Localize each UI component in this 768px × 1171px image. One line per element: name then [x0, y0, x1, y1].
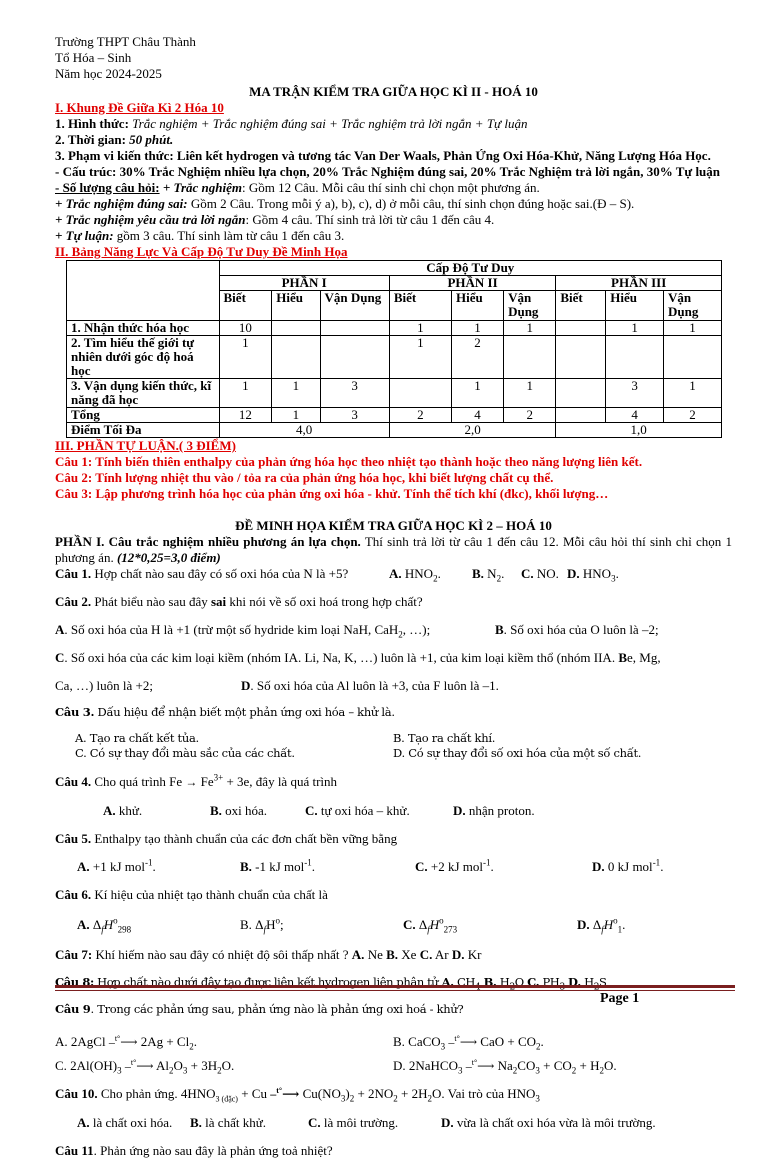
matrix-level-header: Biết [556, 291, 606, 321]
heat-arrow-icon: –$^{t^\circ}$⟶ [124, 1058, 154, 1073]
question-7: Câu 7: Khí hiếm nào sau đây có nhiệt độ sôi thấp nhất ? A. Ne B. Xe C. Ar D. Kr [55, 947, 482, 962]
question-5: Câu 5. Enthalpy tạo thành chuẩn của các đơn chất bền vững bằng [55, 831, 398, 846]
exam-form: 1. Hình thức: Trắc nghiệm + Trắc nghiệm đúng sai + Trắc nghiệm trả lời ngắn + Tự luận [55, 116, 528, 131]
essay-item: Câu 1: Tính biến thiên enthalpy của phản ứng hóa học theo nhiệt tạo thành hoặc theo năng lượng liên kết. [55, 454, 643, 469]
question-2-option-c: C. Số oxi hóa của các kim loại kiềm (nhóm IA. Li, Na, K, …) luôn là +1, của kim loại kiềm thổ (nhóm IIA. Be, Mg, [55, 650, 661, 665]
question-4-options: A. khử. B. oxi hóa. C. tự oxi hóa – khử. D. nhận proton. [103, 803, 535, 818]
matrix-part-header: PHẦN III [556, 276, 722, 291]
section3-heading: III. PHẦN TỰ LUẬN.( 3 ĐIỂM) [55, 438, 236, 453]
table-row: Tổng 12 1 3 2 4 2 4 2 [67, 408, 722, 423]
matrix-level-header: Hiểu [452, 291, 504, 321]
table-row: Điểm Tối Đa 4,0 2,0 1,0 [67, 423, 722, 438]
matrix-level-header: Biết [389, 291, 451, 321]
heat-arrow-icon: –$^{t^\circ}$⟶ [108, 1034, 138, 1049]
section2-heading: II. Bảng Năng Lực Và Cấp Độ Tư Duy Đề Minh Họa [55, 244, 348, 259]
department-name: Tổ Hóa – Sinh [55, 50, 132, 65]
matrix-level-header: Biết [219, 291, 272, 321]
exam-time: 2. Thời gian: 50 phút. [55, 132, 174, 147]
matrix-level-header: Hiểu [272, 291, 320, 321]
school-year: Năm học 2024-2025 [55, 66, 162, 81]
question-2-options-ab: A. Số oxi hóa của H là +1 (trừ một số hydride kim loại NaH, CaH$_2$, …); B. Số oxi hóa của O luôn là –2; [55, 622, 659, 640]
heat-arrow-icon: –$^{t^\circ}$⟶ [465, 1058, 495, 1073]
question-count-short: + Trắc nghiệm yêu cầu trả lời ngắn: Gồm 4 câu. Thí sinh trả lời từ câu 1 đến câu 4. [55, 212, 495, 227]
question-1: Câu 1. Hợp chất nào sau đây có số oxi hóa của N là +5? A. $HNO_2$. B. $N_2$. C. NO. D. $HNO_3$. [55, 566, 619, 584]
matrix-level-header: Vận Dụng [320, 291, 389, 321]
knowledge-scope: 3. Phạm vi kiến thức: Liên kết hydrogen và tương tác Van Der Waals, Phản Ứng Oxi Hóa-Khử, Năng Lượng Hóa Học. [55, 148, 711, 163]
question-2-option-d: Ca, …) luôn là +2; D. Số oxi hóa của Al luôn là +3, của F luôn là –1. [55, 678, 499, 693]
question-count: - Số lượng câu hỏi: + Trắc nghiệm: Gồm 12 Câu. Mỗi câu thí sinh chỉ chọn một phương án. [55, 180, 540, 195]
question-3-options-cd: C. Có sự thay đổi màu sắc của các chất. D. Có sự thay đổi số oxi hóa của một số chất. [75, 746, 642, 760]
matrix-level-header: Hiểu [606, 291, 664, 321]
competency-matrix-table [66, 260, 722, 438]
question-3: Câu 3. Dấu hiệu để nhận biết một phản ứng oxi hóa – khử là. [55, 704, 395, 719]
essay-item: Câu 2: Tính lượng nhiệt thu vào / tỏa ra của phản ứng hóa học, khi biết lượng chất cụ thể. [55, 470, 554, 485]
question-9-options-ab: A. 2AgCl –$^{t^\circ}$⟶ $2Ag + Cl_2$. B. CaCO$_3$ –$^{t^\circ}$⟶ CaO + $CO_2$. [55, 1034, 544, 1052]
part1-instructions: PHẦN I. Câu trắc nghiệm nhiều phương án lựa chọn. Thí sinh trả lời từ câu 1 đến câu 12. Mỗi câu hỏi thí sinh chỉ chọn 1 phương án. (12*0,25=3,0 điểm) [55, 534, 732, 565]
section1-heading: I. Khung Đề Giữa Kì 2 Hóa 10 [55, 100, 224, 115]
exam-title: ĐỀ MINH HỌA KIỂM TRA GIỮA HỌC KÌ 2 – HOÁ 10 [235, 518, 552, 533]
table-row: 3. Vận dụng kiến thức, kĩ năng đã học 1 1 3 1 1 3 1 [67, 379, 722, 408]
question-2: Câu 2. Phát biểu nào sau đây sai khi nói về số oxi hoá trong hợp chất? [55, 594, 423, 609]
question-count-essay: + Tự luận: gồm 3 câu. Thí sinh làm từ câu 1 đến câu 3. [55, 228, 345, 243]
right-arrow-icon: → [185, 775, 198, 789]
question-6: Câu 6. Kí hiệu của nhiệt tạo thành chuẩn của chất là [55, 887, 328, 902]
footer-divider [55, 985, 735, 988]
matrix-top-header: Cấp Độ Tư Duy [219, 261, 721, 276]
heat-arrow-icon: –$^{t^\circ}$⟶ [448, 1034, 478, 1049]
question-11: Câu 11. Phản ứng nào sau đây là phản ứng toả nhiệt? [55, 1143, 333, 1158]
exam-structure: - Cấu trúc: 30% Trắc Nghiệm nhiều lựa chọn, 20% Trắc Nghiệm đúng sai, 20% Trắc Nghiệm trả lời ngắn, 30% Tự luận [55, 164, 721, 179]
question-5-options: A. +1 kJ mol$^{-1}$. B. -1 kJ mol$^{-1}$. C. +2 kJ mol$^{-1}$. D. 0 kJ mol$^{-1}$. [77, 857, 664, 874]
school-name: Trường THPT Châu Thành [55, 34, 196, 49]
table-row: 2. Tìm hiểu thế giới tự nhiên dưới góc độ hoá học 1 1 2 [67, 336, 722, 379]
table-row: 1. Nhận thức hóa học 10 1 1 1 1 1 [67, 321, 722, 336]
heat-arrow-icon: –$^{t^\circ}$⟶ [270, 1086, 300, 1101]
question-3-options-ab: A. Tạo ra chất kết tủa. B. Tạo ra chất khí. [75, 731, 496, 745]
question-10-options: A. là chất oxi hóa. B. là chất khử. C. là môi trường. D. vừa là chất oxi hóa vừa là môi trường. [77, 1115, 656, 1130]
question-10: Câu 10. Cho phản ứng. $4HNO_{3 (đặc)} + Cu$ –$^{t^\circ}$⟶ $Cu(NO_3)_2 + 2NO_2 + 2H_2O$. Vai trò của $HNO_3$ [55, 1086, 540, 1104]
question-8: Câu 8: Hợp chất nào dưới đây tạo được liên kết hydrogen liên phân tử A. $CH_4$ B. $H_2O$ C. $PH_3$ D. $H_2S$ [55, 975, 607, 993]
essay-item: Câu 3: Lập phương trình hóa học của phản ứng oxi hóa - khử. Tính thể tích khí (đkc), khối lượng… [55, 486, 609, 501]
question-4: Câu 4. Cho quá trình $Fe \to Fe^{3+} + 3e$, đây là quá trình [55, 772, 338, 789]
matrix-part-header: PHẦN I [219, 276, 389, 291]
matrix-level-header: Vận Dụng [504, 291, 556, 321]
page-number: Page 1 [600, 991, 640, 1006]
question-9-options-cd: C. $2Al(OH)_3$ –$^{t^\circ}$⟶ $Al_2O_3 + 3H_2O$. D. 2NaHCO$_3$ –$^{t^\circ}$⟶ $Na_2CO_3 + CO_2 + H_2O$. [55, 1058, 617, 1076]
matrix-level-header: Vận Dụng [663, 291, 721, 321]
question-count-tf: + Trắc nghiệm đúng sai: Gồm 2 Câu. Trong mỗi ý a), b), c), d) ở mỗi câu, thí sinh chọn đúng hoặc sai.(Đ – S). [55, 196, 635, 211]
document-title: MA TRẬN KIỂM TRA GIỮA HỌC KÌ II - HOÁ 10 [249, 84, 538, 99]
matrix-part-header: PHẦN II [389, 276, 556, 291]
question-6-options: A. $\Delta_fH^o_{298}$ B. $\Delta_fH^o$; C. $\Delta_fH^o_{273}$ D. $\Delta_fH^o_1$. [77, 915, 626, 935]
question-9: Câu 9. Trong các phản ứng sau, phản ứng nào là phản ứng oxi hoá - khử? [55, 1001, 464, 1016]
